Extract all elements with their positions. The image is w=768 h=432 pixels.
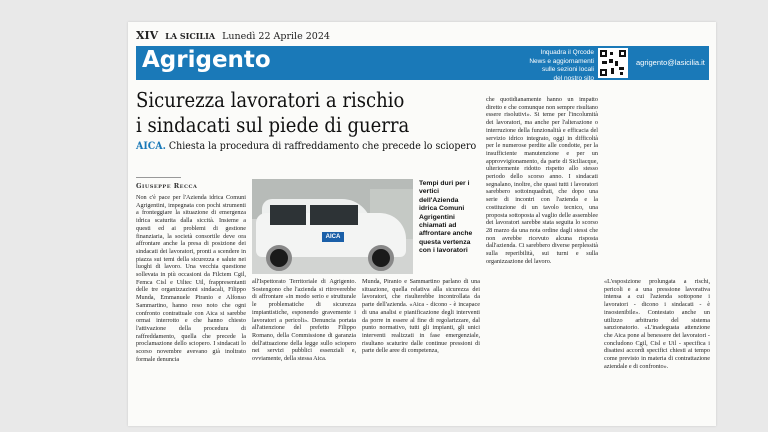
- section-banner: [136, 46, 709, 80]
- qr-info-line: Inquadra il Qrcode: [540, 49, 594, 56]
- subhead-label: AICA.: [136, 140, 166, 152]
- article-column-3: Munda, Piranio e Sammartino parlano di una situazione, quella relativa alla sicurezza dei lavoratori, che risulterebbe incontrollata da parte dell'azienda. «Aica - dicono - è incapace di una analisi e pianificazione degli interventi da porre in essere al fine di regolarizzare, dal punto normativo, tutti gli impianti, gli unici interventi realizzati in fase emergenziale, risultano scaturire dalle continue pressioni di parte delle aree di competenza,: [362, 278, 480, 355]
- issue-date: Lunedì 22 Aprile 2024: [222, 31, 330, 42]
- byline-rule: [136, 177, 181, 178]
- qr-info-line: sulle sezioni locali: [541, 66, 594, 73]
- qr-info-line: News e aggiornamenti: [529, 57, 594, 65]
- aica-logo: AICA: [322, 232, 344, 242]
- qr-code-icon: [598, 48, 628, 78]
- article-column-1: Non c'è pace per l'Azienda idrica Comuni Agrigentini, impegnata con pochi strumenti a fronteggiare la situazione di emergenza idrica scaturita dalla siccità. Insieme a questi ed ai problemi di gestione finanziaria, la società consortile deve ora affrontare anche la presa di posizione dei sindacati dei lavoratori, pronti a scendere in piazza sui temi della sicurezza e salute nei luoghi di lavoro. Una vecchia questione sollevata in più occasioni da Filctem Cgil, Femca Cisl e Uiltec Uil, frappresentanti delle tre organizzazioni sindacali, Filippo Munda, Emmanuele Piranio e Alfonso Sammartino, hanno reso noto che ogni confronto contrattuale con Aica si sarebbe ormai interrotto e che hanno chiesto l'attivazione della procedura di raffreddamento, quella che precede la proclamazione dello sciopero. I sindacati lo scorso novembre avevano già inoltrato formale denuncia: [136, 194, 246, 363]
- section-title: Agrigento: [142, 47, 271, 73]
- car-image: [256, 199, 406, 271]
- article-column-2: all'Ispettorato Territoriale di Agrigento. Sostengono che l'azienda si ritroverebbe di affrontare «in modo serio e strutturale le problematiche di sicurezza impiantistiche, esponendo gravemente i lavoratori a pericoli». Denuncia portata all'attenzione del prefetto Filippo Romano, della Commissione di garanzia dell'attuazione della legge sullo sciopero nei servizi pubblici essenziali e, ovviamente, della stessa Aica.: [252, 278, 356, 363]
- page-header: [136, 29, 330, 42]
- qr-info-text: [496, 49, 594, 83]
- subheadline: [136, 140, 476, 152]
- newspaper-page: [128, 22, 716, 426]
- photo-caption: Tempi duri per i vertici dell'Azienda idrica Comuni Agrigentini chiamati ad affrontare anche questa vertenza con i lavoratori: [419, 180, 473, 255]
- article-column-4: che quotidianamente hanno un impatto diretto e che comunque non sempre risultano essere risolutivi». Si teme per l'incolumità dei lavoratori, ma anche per l'alterazione o interruzione della funzionalità e efficacia del servizio idrico integrato, oggi in difficoltà per le numerose perdite alle condotte, per la insufficiente manutenzione e per un approvvigionamento, da parte di Siciliacque, ulteriormente ridotto rispetto allo stesso periodo dello scorso anno. I sindacati segnalano, inoltre, che quasi tutti i lavoratori sarebbero sottoinquadrati, che dopo una serie di incontri con l'azienda e la costituzione di un tavolo tecnico, una proposta sottoposta al vaglio delle assemblee dei lavoratori sarebbe stata seguita lo scorso 28 marzo da una nota ordine dagli stessi che non avrebbe ricevuto alcuna risposta dall'azienda. Ci sarebbero diverse perplessità sulla reperibilità, sui turni e sulla organizzazione del lavoro.: [486, 96, 598, 265]
- article-photo: [252, 179, 413, 274]
- subhead-text: Chiesta la procedura di raffreddamento che precede lo sciopero: [165, 140, 477, 152]
- paper-name: LA SICILIA: [165, 31, 216, 41]
- headline-line: i sindacati sul piede di guerra: [136, 113, 410, 137]
- page-number: XIV: [136, 29, 159, 42]
- article-column-5: «L'esposizione prolungata a rischi, pericoli e a una pressione lavorativa intensa a cui l'azienda sottopone i lavoratori - dicono i sindacati - è insostenibile». Contestato anche un utilizzo arbitrario del sistema sanzionatorio. «L'inadeguata attenzione che Aica pone al benessere dei lavoratori - concludono Cgil, Cisl e Uil - specifica i disattesi accordi specifici chiesti ai tempo come previsto in materia di contrattazione aziendale e di confronto».: [604, 278, 710, 370]
- headline-line: Sicurezza lavoratori a rischio: [136, 88, 405, 112]
- byline: Giuseppe Recca: [136, 182, 198, 190]
- section-email: agrigento@lasicilia.it: [636, 58, 705, 67]
- qr-info-line: del nostro sito: [553, 74, 594, 82]
- headline: [136, 88, 409, 138]
